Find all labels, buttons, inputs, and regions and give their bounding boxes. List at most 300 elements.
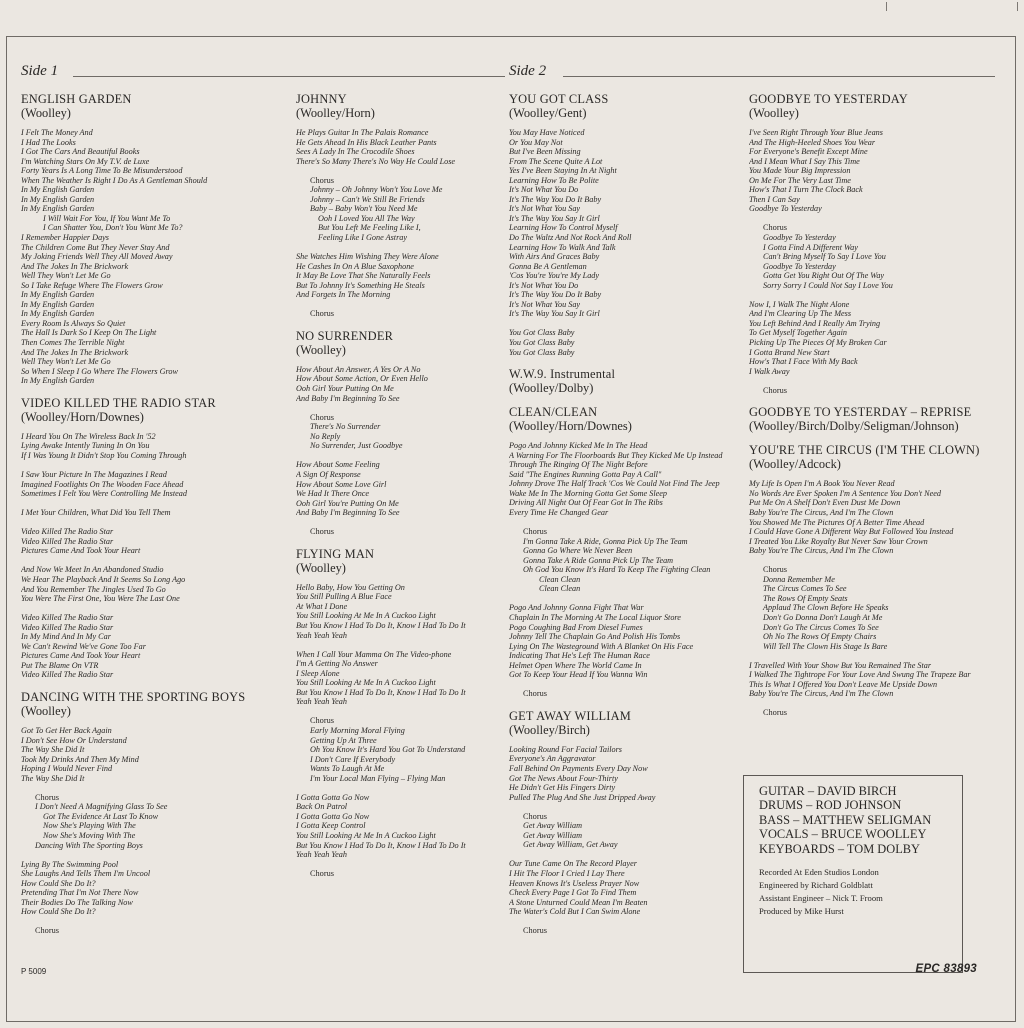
lyric-line: I Don't Need A Magnifying Glass To See <box>35 802 168 812</box>
lyric-line: Get Away William, Get Away <box>523 840 618 850</box>
lyric-sheet <box>6 36 1016 1022</box>
lyric-line: The Way She Did It <box>21 773 85 783</box>
lyric-line: And The Jokes In The Brickwork <box>21 261 129 271</box>
song-title: YOU GOT CLASS <box>509 92 609 106</box>
lyric-line: Baby – Baby Won't You Need Me <box>310 204 418 214</box>
lyric-line: I Gotta Gotta Go Now <box>296 792 370 802</box>
lyric-line: Early Morning Moral Flying <box>310 725 405 735</box>
lyric-line: In My English Garden <box>21 376 95 386</box>
lyric-line: How About An Answer, A Yes Or A No <box>296 364 421 374</box>
chorus-label: Chorus <box>310 527 334 537</box>
lyric-line: Sorry Sorry I Could Not Say I Love You <box>763 280 893 290</box>
chorus-label: Chorus <box>763 708 787 718</box>
lyric-line: I Travelled With Your Show But You Remained The Star <box>749 660 932 670</box>
lyric-line: Lying By The Swimming Pool <box>21 859 119 869</box>
lyric-line: Baby You're The Circus, And I'm The Clown <box>749 546 894 556</box>
lyrics-column-3 <box>509 92 745 992</box>
lyric-line: Goodbye To Yesterday <box>763 261 836 271</box>
lyric-line: Pogo Coughing Bad From Diesel Fumes <box>509 622 643 632</box>
stanza-break <box>21 499 257 509</box>
lyric-line: We Had It There Once <box>296 489 370 499</box>
lyric-line: Wants To Laugh At Me <box>310 764 385 774</box>
song-block <box>21 690 257 936</box>
lyric-line: He Cashes In On A Blue Saxophone <box>296 261 414 271</box>
stanza-break <box>749 376 1011 386</box>
lyric-line: You Showed Me The Pictures Of A Better Time Ahead <box>749 517 925 527</box>
side-2-heading: Side 2 <box>509 63 547 79</box>
stanza-break <box>749 556 1011 566</box>
lyric-line: Donna Remember Me <box>763 574 835 584</box>
lyric-line: If I Was Young It Didn't Stop You Coming Through <box>21 450 187 460</box>
chorus-label: Chorus <box>523 811 547 821</box>
stanza-break <box>296 518 532 528</box>
lyric-line: You May Have Noticed <box>509 128 585 137</box>
stanza-break <box>21 783 257 793</box>
lyric-line: And Forgets In The Morning <box>296 290 391 300</box>
studio-credit-line: Produced by Mike Hurst <box>759 906 844 917</box>
side-1-heading: Side 1 <box>21 63 59 79</box>
lyric-line: I Don't Care If Everybody <box>310 754 396 764</box>
lyric-line: Fall Behind On Payments Every Day Now <box>509 763 648 773</box>
lyric-line: Helmet Open Where The World Came In <box>509 660 642 670</box>
lyric-line: Oh You Know It's Hard You Got To Understand <box>310 745 466 755</box>
song-title: GOODBYE TO YESTERDAY – REPRISE <box>749 405 972 420</box>
lyric-line: Johnny Tell The Chaplain Go And Polish His Tombs <box>509 632 681 642</box>
lyric-line: Got To Get Her Back Again <box>21 725 112 735</box>
lyric-line: I Sleep Alone <box>296 668 340 678</box>
lyric-line: How About Some Love Girl <box>296 479 387 489</box>
lyric-line: Pogo And Johnny Gonna Fight That War <box>509 603 644 613</box>
lyric-line: Oh God You Know It's Hard To Keep The Fighting Clean <box>523 565 711 575</box>
lyric-line: I Walked The Tightrope For Your Love And Swung The Trapeze Bar <box>749 670 971 680</box>
lyric-line: Back On Patrol <box>296 802 348 812</box>
lyric-line: The Rows Of Empty Seats <box>763 593 848 603</box>
lyric-line: Well They Won't Let Me Go <box>21 357 111 367</box>
lyric-line: You Still Pulling A Blue Face <box>296 592 392 602</box>
lyric-line: I Could Have Gone A Different Way But Followed You Instead <box>749 527 954 537</box>
song-credit: (Woolley/Horn/Downes) <box>21 409 144 424</box>
lyric-line: And The High-Heeled Shoes You Wear <box>749 137 876 147</box>
lyric-line: Video Killed The Radio Star <box>21 527 114 537</box>
lyric-line: You Got Class Baby <box>509 347 575 357</box>
lyric-line: Hoping I Would Never Find <box>21 764 113 774</box>
lyric-line: She Laughs And Tells Them I'm Uncool <box>21 869 151 879</box>
lyrics <box>296 365 532 537</box>
lyric-line: I Gotta Gotta Go Now <box>296 811 370 821</box>
song-title: FLYING MAN <box>296 546 375 561</box>
song-title: VIDEO KILLED THE RADIO STAR <box>21 395 216 410</box>
lyric-line: A Sign Of Response <box>296 469 361 479</box>
lyrics-column-2 <box>296 92 532 962</box>
lyric-line: You Got Class Baby <box>509 338 575 348</box>
lyric-line: You Still Looking At Me In A Cuckoo Light <box>296 611 436 621</box>
lyric-line: Johnny – Oh Johnny Won't You Love Me <box>310 185 443 195</box>
lyric-line: Video Killed The Radio Star <box>21 536 114 546</box>
lyric-line: Baby You're The Circus, And I'm The Clown <box>749 689 894 699</box>
stanza-break <box>509 518 745 528</box>
song-block <box>509 367 745 395</box>
lyric-line: Gonna Be A Gentleman <box>509 261 587 271</box>
lyric-line: Their Bodies Do The Talking Now <box>21 897 133 907</box>
lyric-line: I Gotta Keep Control <box>296 821 366 831</box>
lyric-line: I've Seen Right Through Your Blue Jeans <box>749 128 883 137</box>
chorus-label: Chorus <box>763 385 787 395</box>
lyric-line: This Is What I Offered You Don't Leave Me Upside Down <box>749 679 938 689</box>
lyrics <box>509 128 745 357</box>
lyric-line: Got To Keep Your Head If You Wanna Win <box>509 670 648 680</box>
lyric-line: I Got The Cars And Beautiful Books <box>21 147 140 157</box>
lyric-line: I Had The Looks <box>21 137 76 147</box>
lyric-line: I Felt The Money And <box>21 128 93 137</box>
lyric-line: With Airs And Graces Baby <box>509 252 600 262</box>
side-1-rule <box>73 76 505 77</box>
stanza-break <box>509 594 745 604</box>
lyric-line: How About Some Feeling <box>296 460 380 470</box>
lyric-line: No Surrender, Just Goodbye <box>310 441 403 451</box>
song-credit: (Woolley) <box>21 703 71 718</box>
lyric-line: Driving All Night Out Of Fear Got In The Ribs <box>509 498 663 508</box>
lyric-line: And The Jokes In The Brickwork <box>21 347 129 357</box>
lyric-line: Chaplain In The Morning At The Local Liquor Store <box>509 612 681 622</box>
chorus-label: Chorus <box>310 309 334 319</box>
lyric-line: It's Not What You Say <box>509 204 581 214</box>
lyric-line: You Left Behind And I Really Am Trying <box>749 318 881 328</box>
song-block <box>509 92 745 357</box>
lyric-line: How About Some Action, Or Even Hello <box>296 374 428 384</box>
lyric-line: Gonna Take A Ride Gonna Pick Up The Team <box>523 555 674 565</box>
stanza-break <box>296 403 532 413</box>
song-block <box>296 92 532 319</box>
lyrics <box>296 128 532 319</box>
lyric-line: Yeah Yeah Yeah <box>296 630 347 640</box>
lyric-line: To Get Myself Together Again <box>749 328 847 338</box>
lyric-line: It's The Way You Say It Girl <box>509 309 600 319</box>
chorus-label: Chorus <box>523 527 547 537</box>
song-title: JOHNNY <box>296 92 347 106</box>
lyric-line: Learning How To Be Polite <box>509 175 599 185</box>
lyrics <box>749 479 1011 718</box>
stanza-break <box>749 214 1011 224</box>
lyric-line: I Don't See How Or Understand <box>21 735 127 745</box>
lyric-line: And Baby I'm Beginning To See <box>296 393 400 403</box>
song-block <box>749 405 1011 433</box>
lyric-line: It May Be Love That She Naturally Feels <box>296 271 431 281</box>
chorus-label: Chorus <box>763 223 787 233</box>
lyric-line: I Will Wait For You, If You Want Me To <box>43 213 171 223</box>
lyric-line: It's Not What You Say <box>509 299 581 309</box>
band-member: GUITAR – DAVID BIRCH <box>759 784 897 798</box>
lyric-line: Ooh Girl Your Putting On Me <box>296 384 394 394</box>
song-credit: (Woolley/Gent) <box>509 106 587 120</box>
lyric-line: In My English Garden <box>21 299 95 309</box>
lyric-line: Don't Go Donna Don't Laugh At Me <box>763 612 883 622</box>
chorus-label: Chorus <box>523 689 547 699</box>
lyric-line: It's Not What You Do <box>509 185 579 195</box>
lyric-line: So When I Sleep I Go Where The Flowers Grow <box>21 366 178 376</box>
lyric-line: We Can't Rewind We've Gone Too Far <box>21 641 146 651</box>
lyric-line: It's Not What You Do <box>509 280 579 290</box>
stanza-break <box>296 243 532 253</box>
lyric-line: You Still Looking At Me In A Cuckoo Light <box>296 831 436 840</box>
lyric-line: 'Cos You're You're My Lady <box>509 271 600 281</box>
lyric-line: Hello Baby, How You Getting On <box>296 582 405 592</box>
song-block <box>296 329 532 537</box>
song-block <box>296 547 532 879</box>
lyric-line: Forty Years Is A Long Time To Be Misunderstood <box>21 166 183 176</box>
song-title: GOODBYE TO YESTERDAY <box>749 92 908 106</box>
lyric-line: Took My Drinks And Then My Mind <box>21 754 139 764</box>
lyric-line: At What I Done <box>296 601 348 611</box>
chorus-label: Chorus <box>35 926 59 936</box>
lyric-line: My Life Is Open I'm A Book You Never Read <box>749 479 895 489</box>
band-member: KEYBOARDS – TOM DOLBY <box>759 841 920 856</box>
chorus-label: Chorus <box>310 175 334 185</box>
lyric-line: There's No Surrender <box>310 422 381 432</box>
lyric-line: In My English Garden <box>21 309 95 319</box>
stanza-break <box>509 680 745 690</box>
lyric-line: My Joking Friends Well They All Moved Away <box>21 252 173 262</box>
song-credit: (Woolley/Adcock) <box>749 457 841 472</box>
lyric-line: In My Mind And In My Car <box>21 632 111 642</box>
stanza-break <box>509 850 745 860</box>
song-block <box>749 92 1011 395</box>
lyric-line: Johnny Drove The Half Track 'Cos We Could Not Find The Jeep <box>509 479 720 489</box>
lyric-line: How Could She Do It? <box>21 907 96 917</box>
lyric-line: I Met Your Children, What Did You Tell Them <box>21 508 171 518</box>
lyrics <box>21 726 257 936</box>
lyric-line: Baby You're The Circus, And I'm The Clown <box>749 507 894 517</box>
stanza-break <box>296 451 532 461</box>
lyric-line: Pogo And Johnny Kicked Me In The Head <box>509 441 648 451</box>
lyric-line: But To Johnny It's Something He Steals <box>296 280 425 290</box>
lyric-line: But You Know I Had To Do It, Know I Had To Do It <box>296 687 466 697</box>
lyric-line: And I Mean What I Say This Time <box>749 156 860 166</box>
lyric-line: Check Every Page I Got To Find Them <box>509 888 637 898</box>
lyric-line: Put Me On A Shelf Don't Even Dust Me Down <box>749 498 901 508</box>
lyric-line: You Still Looking At Me In A Cuckoo Light <box>296 678 436 688</box>
stanza-break <box>296 707 532 717</box>
lyric-line: Video Killed The Radio Star <box>21 670 114 680</box>
song-credit: (Woolley/Horn/Downes) <box>509 419 632 434</box>
lyric-line: Our Tune Came On The Record Player <box>509 859 637 869</box>
lyric-line: I'm A Getting No Answer <box>296 659 378 669</box>
lyric-line: Yeah Yeah Yeah <box>296 697 347 707</box>
stanza-break <box>21 556 257 566</box>
lyric-line: I'm Watching Stars On My T.V. de Luxe <box>21 156 150 166</box>
lyric-line: Clean Clean <box>539 574 581 584</box>
lyric-line: Now She's Moving With The <box>43 831 136 840</box>
lyric-line: Ooh I Loved You All The Way <box>318 213 415 223</box>
lyric-line: Got The Evidence At Last To Know <box>43 811 159 821</box>
band-member: VOCALS – BRUCE WOOLLEY <box>759 827 927 842</box>
catalog-number-left: P 5009 <box>21 967 47 976</box>
lyric-line: Wake Me In The Morning Gotta Get Some Sleep <box>509 488 667 498</box>
lyric-line: I Gotta Find A Different Way <box>763 242 858 252</box>
lyric-line: I Remember Happier Days <box>21 233 109 243</box>
lyric-line: In My English Garden <box>21 185 95 195</box>
lyric-line: I'm Your Local Man Flying – Flying Man <box>310 773 446 783</box>
stanza-break <box>296 300 532 310</box>
lyric-line: And You Remember The Jingles Used To Go <box>21 584 166 594</box>
chorus-label: Chorus <box>523 926 547 936</box>
lyrics <box>509 441 745 699</box>
lyric-line: Goodbye To Yesterday <box>763 233 836 243</box>
lyric-line: Gonna Go Where We Never Been <box>523 546 633 556</box>
song-title: YOU'RE THE CIRCUS (I'M THE CLOWN) <box>749 443 980 458</box>
lyric-line: Then I Can Say <box>749 194 800 204</box>
corner-mark <box>1017 2 1018 11</box>
lyric-line: I Heard You On The Wireless Back In '52 <box>21 431 156 441</box>
song-block <box>21 396 257 680</box>
lyric-line: It's The Way You Do It Baby <box>509 194 602 204</box>
song-credit: (Woolley) <box>296 342 346 357</box>
chorus-label: Chorus <box>310 869 334 879</box>
chorus-label: Chorus <box>763 565 787 575</box>
lyric-line: Said "The Engines Running Gotta Pay A Call" <box>509 469 662 479</box>
song-credit: (Woolley) <box>749 106 799 120</box>
song-title: CLEAN/CLEAN <box>509 405 598 420</box>
song-title: DANCING WITH THE SPORTING BOYS <box>21 689 246 704</box>
song-title: GET AWAY WILLIAM <box>509 708 631 723</box>
lyric-line: Applaud The Clown Before He Speaks <box>763 603 889 613</box>
lyric-line: You Got Class Baby <box>509 328 575 338</box>
lyric-line: Indicating That He's Left The Human Race <box>509 651 650 661</box>
lyric-line: You Were The First One, You Were The Last One <box>21 594 180 604</box>
lyric-line: I Gotta Brand New Start <box>749 347 830 357</box>
lyric-line: How Could She Do It? <box>21 878 96 888</box>
band-lineup <box>759 784 947 856</box>
lyric-line: On Me For The Very Last Time <box>749 175 851 185</box>
lyrics <box>509 745 745 936</box>
lyric-line: But You Left Me Feeling Like I, <box>318 223 421 233</box>
lyric-line: Put The Blame On VTR <box>21 660 99 670</box>
song-title: W.W.9. Instrumental <box>509 367 616 382</box>
lyric-line: Yeah Yeah Yeah <box>296 850 347 860</box>
stanza-break <box>749 290 1011 300</box>
lyric-line: But I've Been Missing <box>509 147 581 157</box>
lyric-line: Everyone's An Aggravator <box>509 754 596 764</box>
lyric-line: Gotta Get You Right Out Of The Way <box>763 271 885 281</box>
lyric-line: A Warning For The Floorboards But They Kicked Me Up Instead <box>509 450 723 460</box>
lyric-line: No Words Are Ever Spoken I'm A Sentence You Don't Need <box>749 488 941 498</box>
stanza-break <box>296 640 532 650</box>
lyric-line: From The Scene Quite A Lot <box>509 156 603 166</box>
lyric-line: Do The Waltz And Not Rock And Roll <box>509 233 632 243</box>
lyric-line: Now I, I Walk The Night Alone <box>749 299 850 309</box>
stanza-break <box>21 850 257 860</box>
lyric-line: There's So Many There's No Way He Could Lose <box>296 156 456 166</box>
lyric-line: Looking Round For Facial Tailors <box>509 744 622 754</box>
lyric-line: When I Call Your Mamma On The Video-phone <box>296 649 452 659</box>
lyric-line: Pulled The Plug And She Just Dripped Away <box>509 792 656 802</box>
studio-credit-line: Recorded At Eden Studios London <box>759 867 879 878</box>
side-2-rule <box>563 76 995 77</box>
lyric-line: Video Killed The Radio Star <box>21 613 114 623</box>
lyric-line: You Made Your Big Impression <box>749 166 851 176</box>
lyric-line: Sometimes I Felt You Were Controlling Me Instead <box>21 489 187 499</box>
stanza-break <box>749 699 1011 709</box>
lyric-line: For Everyone's Benefit Except Mine <box>749 147 868 157</box>
lyrics <box>21 432 257 680</box>
lyric-line: Video Killed The Radio Star <box>21 622 114 632</box>
lyric-line: Got The News About Four-Thirty <box>509 773 618 783</box>
lyric-line: He Plays Guitar In The Palais Romance <box>296 128 429 137</box>
lyric-line: Every Time He Changed Gear <box>509 507 609 517</box>
lyric-line: Then Comes The Terrible Night <box>21 338 125 348</box>
lyric-line: When The Weather Is Right I Do As A Gentleman Should <box>21 175 208 185</box>
lyric-line: Will Tell The Clown His Stage Is Bare <box>763 641 888 651</box>
stanza-break <box>296 166 532 176</box>
lyric-line: Dancing With The Sporting Boys <box>35 840 143 850</box>
song-credit: (Woolley) <box>21 106 71 120</box>
song-title: ENGLISH GARDEN <box>21 92 132 106</box>
song-credit: (Woolley/Birch) <box>509 722 590 737</box>
lyric-line: Through The Ringing Of The Night Before <box>509 460 648 470</box>
lyric-line: How's That I Face With My Back <box>749 357 858 367</box>
lyric-line: Picking Up The Pieces Of My Broken Car <box>749 338 887 348</box>
lyric-line: Pictures Came And Took Your Heart <box>21 651 141 661</box>
stanza-break <box>509 802 745 812</box>
lyric-line: Feeling Like I Gone Astray <box>318 233 407 243</box>
chorus-label: Chorus <box>310 716 334 726</box>
lyric-line: But You Know I Had To Do It, Know I Had To Do It <box>296 840 466 850</box>
chorus-label: Chorus <box>310 412 334 422</box>
song-credit: (Woolley/Horn) <box>296 106 375 120</box>
lyric-line: Learning How To Walk And Talk <box>509 242 616 252</box>
lyric-line: I Treated You Like Royalty But Never Saw Your Crown <box>749 536 928 546</box>
lyric-line: Oh No The Rows Of Empty Chairs <box>763 632 877 642</box>
lyric-line: Pictures Came And Took Your Heart <box>21 546 141 556</box>
lyric-line: The Way She Did It <box>21 745 85 755</box>
stanza-break <box>21 460 257 470</box>
stanza-break <box>509 917 745 927</box>
song-block <box>21 92 257 386</box>
lyric-line: Or You May Not <box>509 137 563 147</box>
lyric-line: Get Away William <box>523 830 582 840</box>
stanza-break <box>296 783 532 793</box>
song-title: NO SURRENDER <box>296 328 394 343</box>
lyric-line: And Baby I'm Beginning To See <box>296 508 400 518</box>
lyric-line: Ooh Girl You're Putting On Me <box>296 498 399 508</box>
song-block <box>749 443 1011 718</box>
lyric-line: In My English Garden <box>21 204 95 214</box>
lyrics-column-4 <box>749 92 1011 772</box>
lyrics <box>21 128 257 386</box>
lyric-line: So I Take Refuge Where The Flowers Grow <box>21 280 163 290</box>
lyric-line: Imagined Footlights On The Wooden Face Ahead <box>21 479 184 489</box>
stanza-break <box>296 860 532 870</box>
lyric-line: The Children Come But They Never Stay And <box>21 242 170 252</box>
lyric-line: Getting Up At Three <box>310 735 377 745</box>
stanza-break <box>21 604 257 614</box>
lyric-line: Every Room Is Always So Quiet <box>21 318 126 328</box>
lyric-line: Pretending That I'm Not There Now <box>21 888 139 898</box>
lyric-line: In My English Garden <box>21 290 95 300</box>
catalog-number-right: EPC 83893 <box>915 963 977 975</box>
song-block <box>509 709 745 936</box>
lyric-line: Now She's Playing With The <box>43 821 136 831</box>
lyric-line: The Water's Cold But I Can Swim Alone <box>509 907 641 917</box>
lyric-line: Clean Clean <box>539 584 581 594</box>
lyric-line: She Watches Him Wishing They Were Alone <box>296 252 439 262</box>
lyric-line: Get Away William <box>523 821 582 831</box>
lyric-line: Learning How To Control Myself <box>509 223 618 233</box>
stanza-break <box>749 651 1011 661</box>
stanza-break <box>21 917 257 927</box>
lyric-line: And I'm Clearing Up The Mess <box>749 309 852 319</box>
corner-mark <box>886 2 887 11</box>
lyric-line: We Hear The Playback And It Seems So Long Ago <box>21 574 186 584</box>
